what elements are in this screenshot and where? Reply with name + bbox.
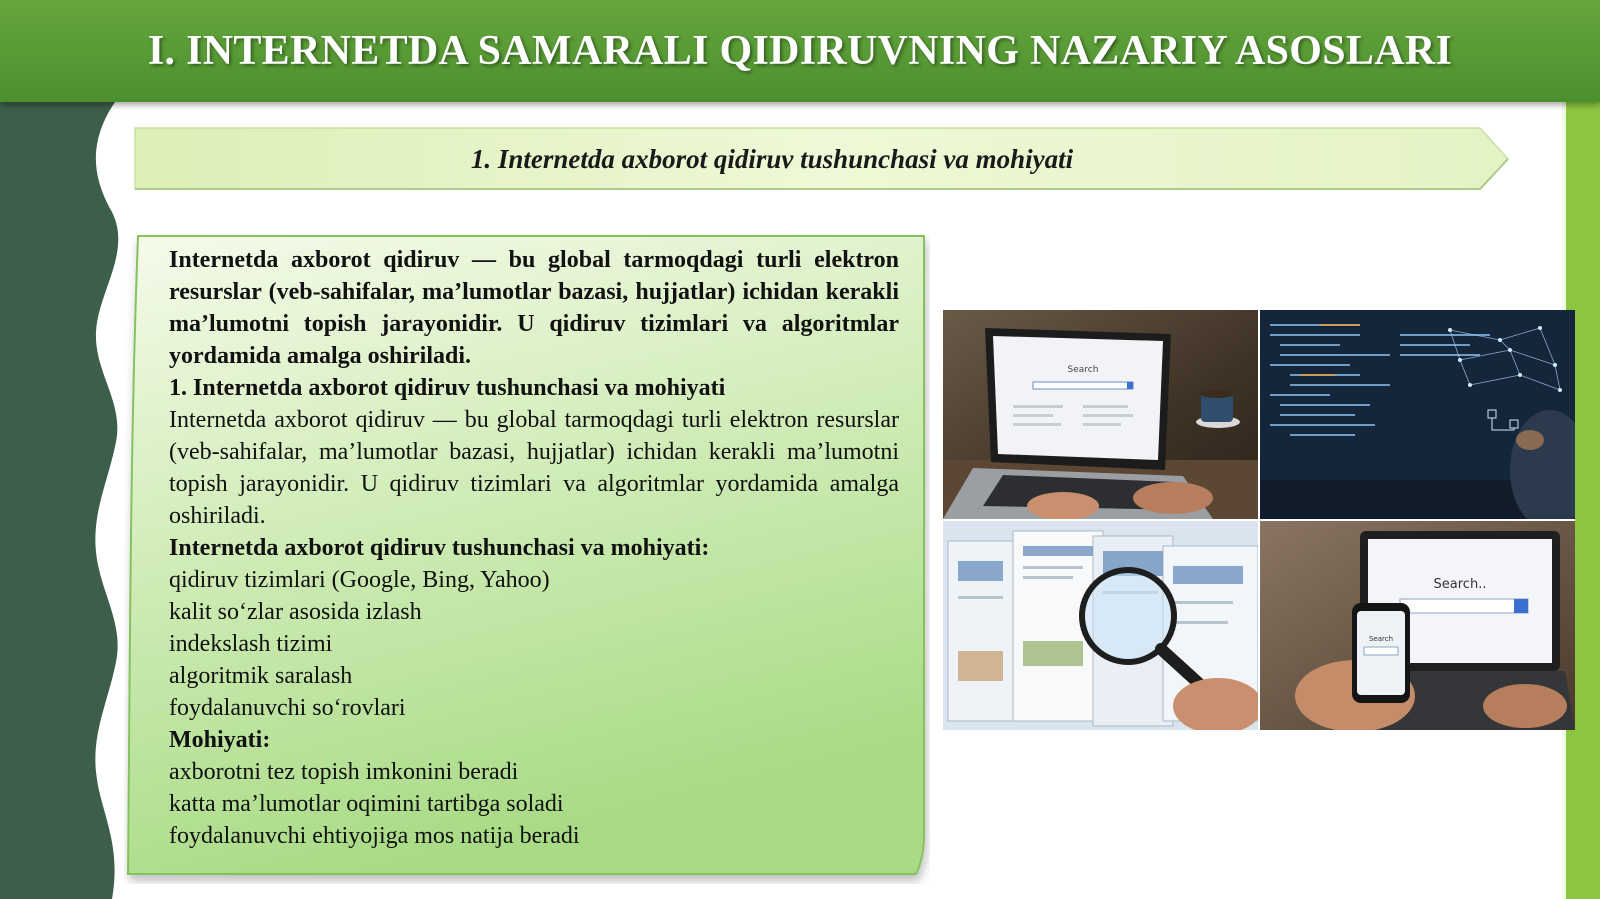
slide-title: I. INTERNETDA SAMARALI QIDIRUVNING NAZARIY ASOSLARI (147, 28, 1453, 74)
photo-collage (943, 310, 1575, 730)
search-label: Search.. (1433, 577, 1487, 592)
photo-code-screen (1260, 310, 1575, 519)
list-item: qidiruv tizimlari (Google, Bing, Yahoo) (169, 567, 550, 593)
list-item: kalit so‘zlar asosida izlash (169, 599, 422, 625)
body-paragraph: Internetda axborot qidiruv — bu global tarmoqdagi turli elektron resurslar (veb-sahifalar, ma’lumotlar bazasi, hujjatlar) ichidan kerakli ma’lumotni topish jarayonidir. U qidiruv tizimlari va algoritmlar yordamida amalga oshiriladi. (169, 407, 899, 529)
photo-phone-laptop (1260, 521, 1575, 730)
photo-magnifier-pages (943, 521, 1258, 730)
slide-header (0, 0, 1600, 102)
list-heading: Internetda axborot qidiruv tushunchasi va mohiyati: (169, 535, 710, 561)
list-item: foydalanuvchi so‘rovlari (169, 695, 406, 721)
list-item: indekslash tizimi (169, 631, 333, 657)
search-label: Search (1067, 365, 1099, 375)
search-label: Search (1368, 635, 1394, 643)
list-item: katta ma’lumotlar oqimini tartibga soladi (169, 791, 564, 817)
essence-heading: Mohiyati: (169, 727, 271, 753)
left-wave-band (0, 102, 140, 899)
list-item: axborotni tez topish imkonini beradi (169, 759, 519, 785)
subtitle-text: 1. Internetda axborot qidiruv tushunchasi va mohiyati (470, 143, 1074, 174)
section-heading: 1. Internetda axborot qidiruv tushunchasi va mohiyati (169, 375, 726, 401)
intro-paragraph: Internetda axborot qidiruv — bu global tarmoqdagi turli elektron resurslar (veb-sahifalar, ma’lumotlar bazasi, hujjatlar) ichidan kerakli ma’lumotni topish jarayonidir. U qidiruv tizimlari va algoritmlar yordamida amalga oshiriladi. (169, 247, 899, 369)
list-item: foydalanuvchi ehtiyojiga mos natija beradi (169, 823, 580, 849)
photo-laptop-search (943, 310, 1258, 519)
content-text (169, 244, 899, 852)
list-item: algoritmik saralash (169, 663, 353, 689)
